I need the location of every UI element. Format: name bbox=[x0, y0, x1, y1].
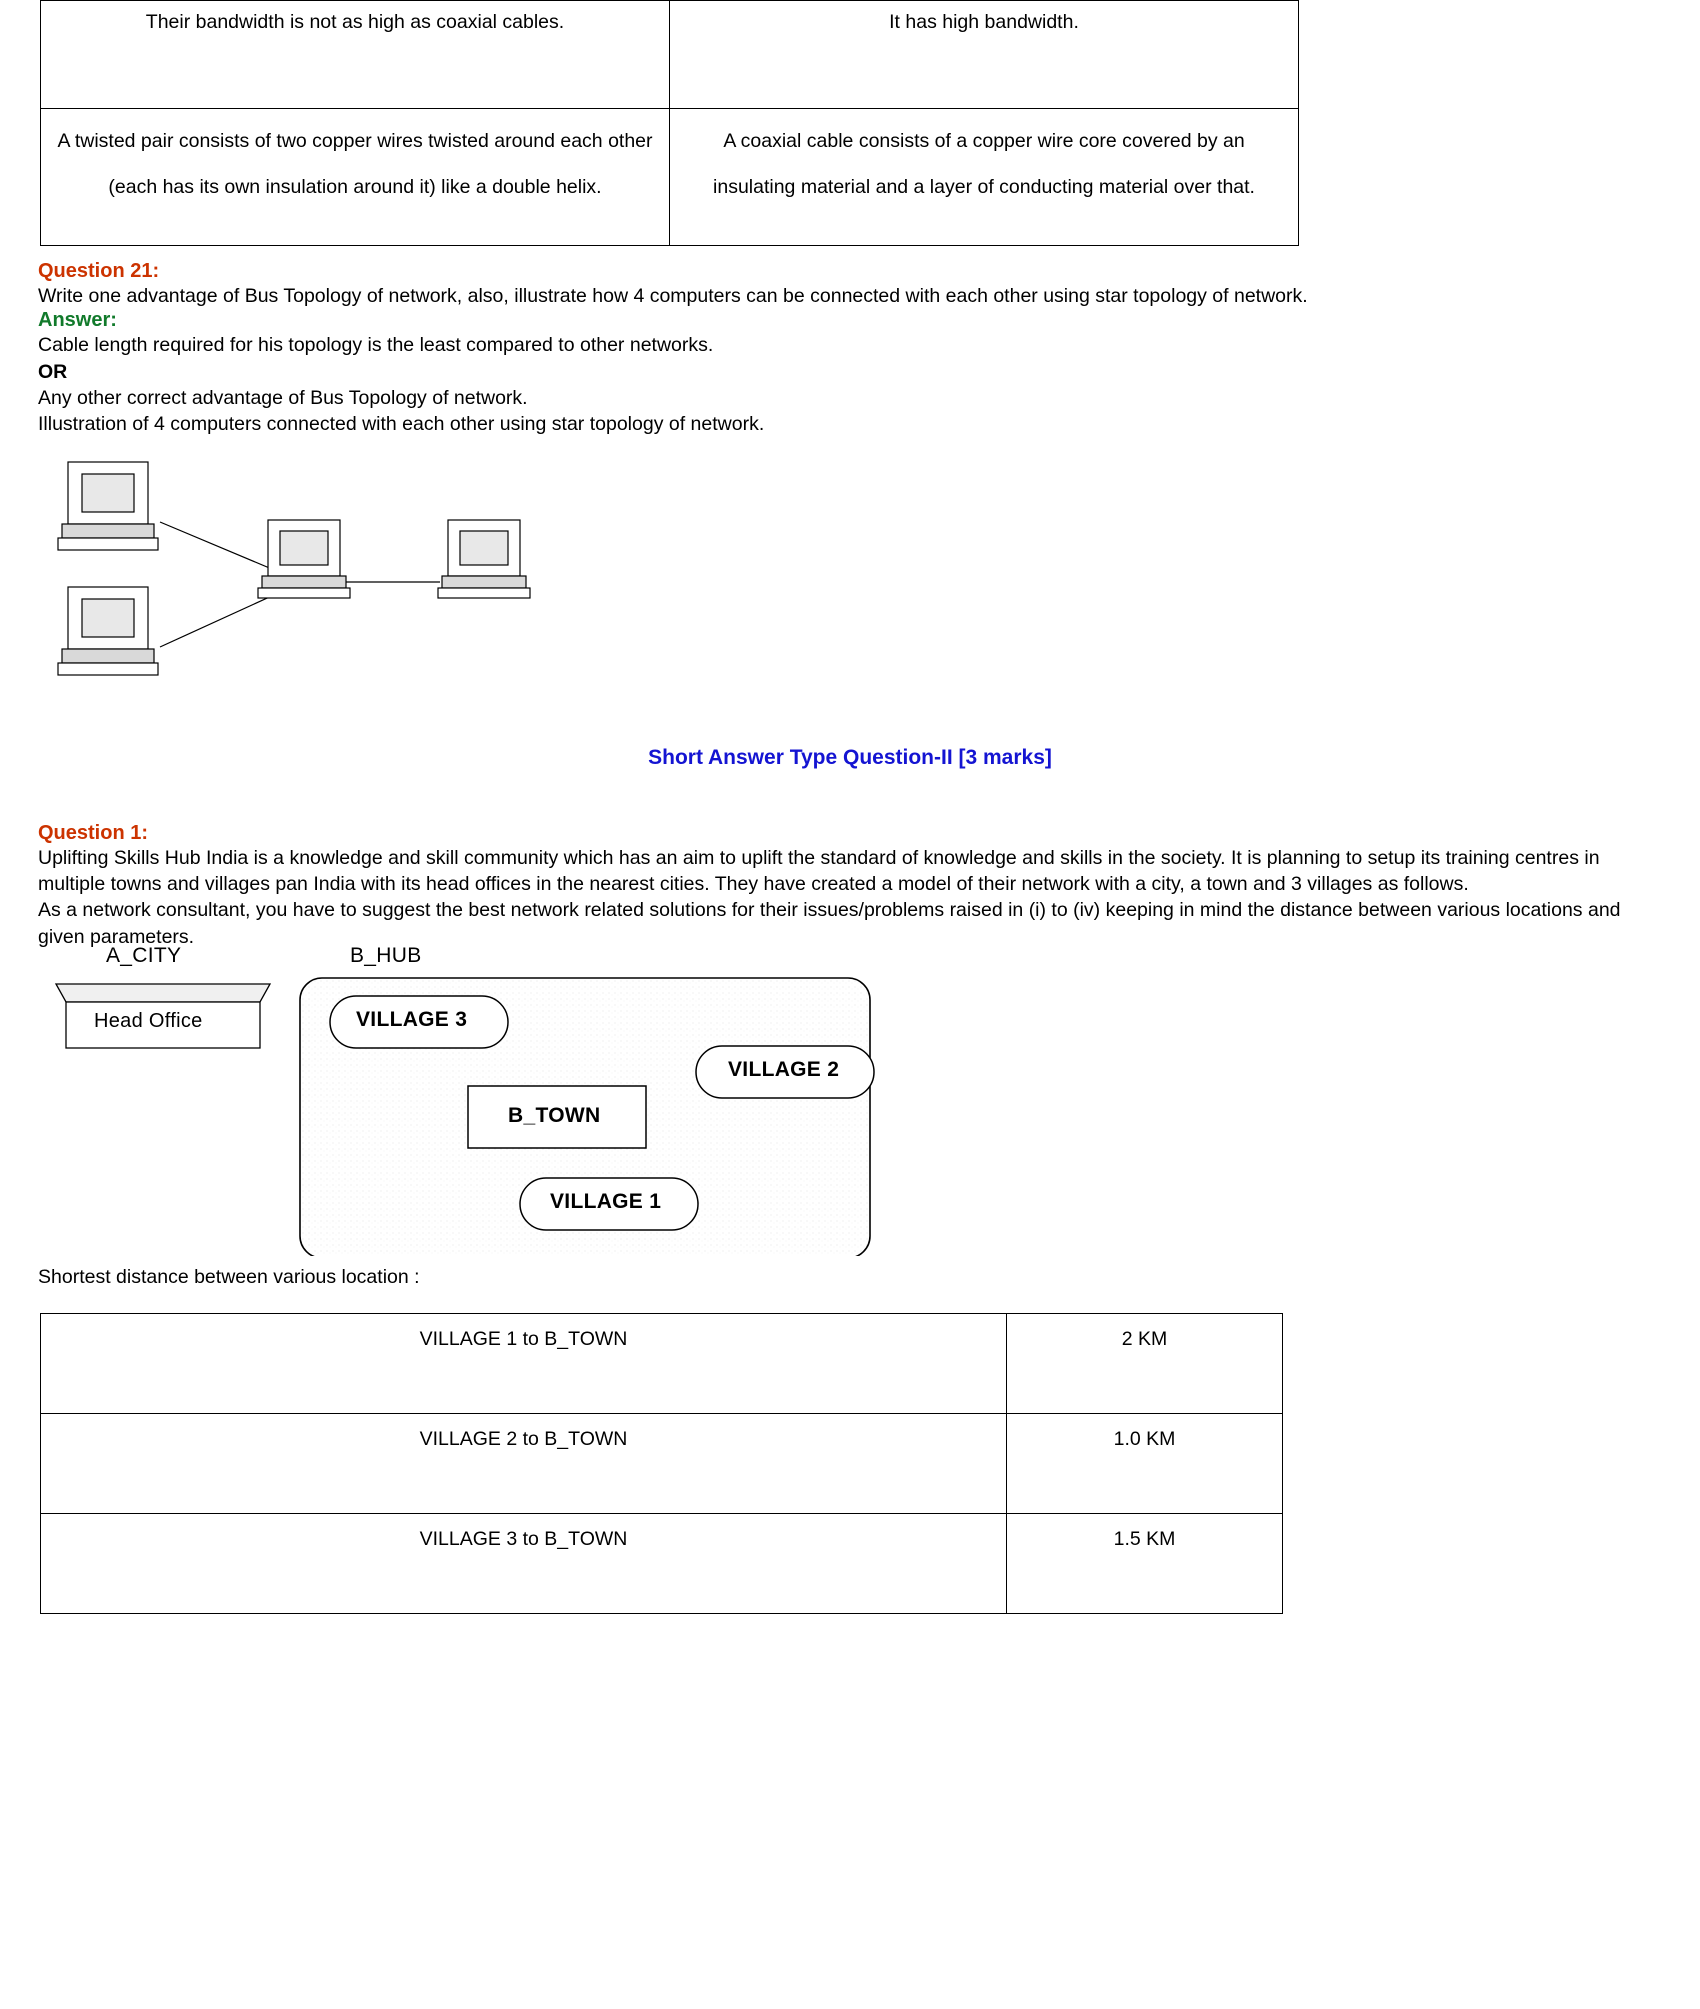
distance-location: VILLAGE 1 to B_TOWN bbox=[41, 1313, 1007, 1413]
computer-icon bbox=[258, 520, 350, 598]
computer-icon bbox=[438, 520, 530, 598]
star-topology-diagram bbox=[40, 452, 600, 682]
table-row bbox=[41, 1, 1299, 109]
distance-table bbox=[40, 1313, 1283, 1614]
cell-coaxial-description: A coaxial cable consists of a copper wire core covered by an insulating material and a layer of conducting material over that. bbox=[670, 109, 1299, 246]
network-model-figure bbox=[38, 943, 938, 1256]
network-model-diagram bbox=[38, 956, 938, 1256]
table-row bbox=[41, 1513, 1283, 1613]
or-label: OR bbox=[38, 360, 68, 383]
star-topology-figure bbox=[40, 452, 600, 682]
table-row bbox=[41, 1313, 1283, 1413]
computer-icon bbox=[58, 462, 158, 550]
illustration-text: Illustration of 4 computers connected with each other using star topology of network. bbox=[38, 413, 765, 436]
comparison-table bbox=[40, 0, 1299, 246]
label-head-office: Head Office bbox=[94, 1009, 203, 1032]
label-village-3: VILLAGE 3 bbox=[356, 1007, 468, 1031]
label-b-hub: B_HUB bbox=[350, 943, 422, 967]
cell-twisted-pair-bandwidth: Their bandwidth is not as high as coaxial cables. bbox=[41, 1, 670, 109]
table-row bbox=[41, 109, 1299, 246]
question1-para1: Uplifting Skills Hub India is a knowledge and skill community which has an aim to uplift the standard of knowledge and skills in the society. It is planning to setup its training centres in multiple towns and villages pan India with its head offices in the nearest cities. They have created a model of their network with a city, a town and 3 villages as follows. bbox=[38, 846, 1600, 895]
distance-value: 1.0 KM bbox=[1007, 1413, 1283, 1513]
question21-text: Write one advantage of Bus Topology of network, also, illustrate how 4 computers can be connected with each other using star topology of network. bbox=[38, 285, 1308, 308]
distance-value: 2 KM bbox=[1007, 1313, 1283, 1413]
question1-label: Question 1: bbox=[38, 821, 149, 844]
answer-label: Answer: bbox=[38, 309, 117, 332]
question21-block bbox=[0, 260, 1700, 438]
question1-para2: As a network consultant, you have to suggest the best network related solutions for their issues/problems raised in (i) to (iv) keeping in mind the distance between various locations and given parameters. bbox=[38, 899, 1621, 948]
computer-icon bbox=[58, 587, 158, 675]
label-village-1: VILLAGE 1 bbox=[550, 1189, 662, 1213]
distance-caption: Shortest distance between various location : bbox=[38, 1265, 420, 1288]
distance-location: VILLAGE 2 to B_TOWN bbox=[41, 1413, 1007, 1513]
label-village-2: VILLAGE 2 bbox=[728, 1057, 840, 1081]
distance-value: 1.5 KM bbox=[1007, 1513, 1283, 1613]
question21-label: Question 21: bbox=[38, 260, 160, 283]
question1-block bbox=[0, 822, 1700, 950]
section-heading: Short Answer Type Question-II [3 marks] bbox=[648, 745, 1052, 769]
distance-location: VILLAGE 3 to B_TOWN bbox=[41, 1513, 1007, 1613]
cell-coaxial-bandwidth: It has high bandwidth. bbox=[670, 1, 1299, 109]
answer-text: Cable length required for his topology is the least compared to other networks. bbox=[38, 334, 714, 357]
label-a-city: A_CITY bbox=[106, 943, 182, 967]
cell-twisted-pair-description: A twisted pair consists of two copper wires twisted around each other (each has its own insulation around it) like a double helix. bbox=[41, 109, 670, 246]
label-b-town: B_TOWN bbox=[508, 1103, 601, 1127]
or-text: Any other correct advantage of Bus Topology of network. bbox=[38, 386, 528, 409]
table-row bbox=[41, 1413, 1283, 1513]
